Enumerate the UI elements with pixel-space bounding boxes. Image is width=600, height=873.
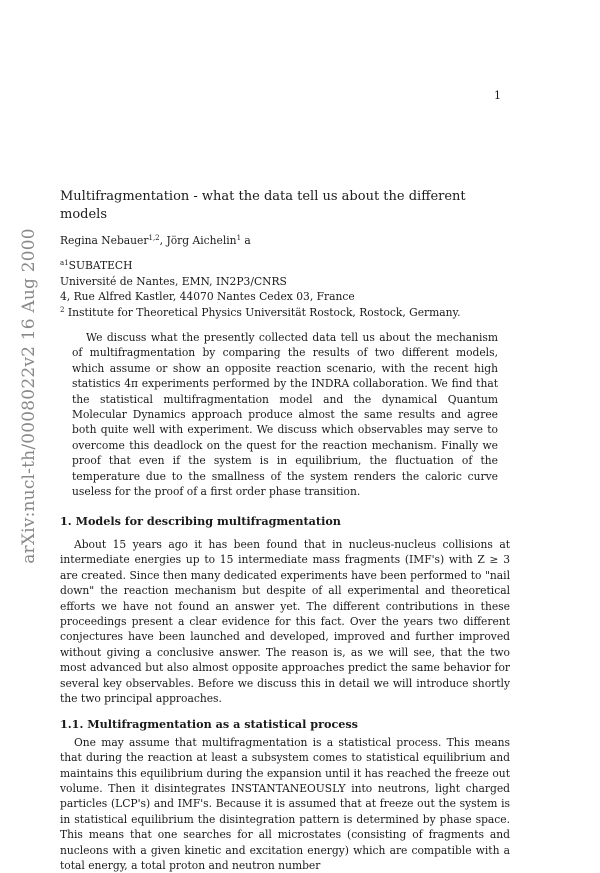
affiliations <box>60 258 510 320</box>
affiliation-line: 4, Rue Alfred Kastler, 44070 Nantes Cedex 03, France <box>60 290 355 304</box>
affiliation-marker: 1 <box>236 234 242 242</box>
section-heading: 1. Models for describing multifragmentation <box>60 513 341 528</box>
affiliation-marker: 2 <box>60 305 65 314</box>
affiliation-line: $^2$ Institute for Theoretical Physics Universität Rostock, Rostock, Germany. <box>60 305 461 319</box>
author-name: Jörg Aichelin <box>166 234 237 247</box>
author-name: Regina Nebauer <box>60 234 149 247</box>
body-paragraph: One may assume that multifragmentation is a statistical process. This means that during the reaction at least a subsystem comes to statistical equilibrium and maintains this equilibrium during the expansion until it has reached the freeze out volume. Then it disintegrates INSTANTANEOUSLY into neutrons, light charged particles (LCP's) and IMF's. Because it is assumed that at freeze out the system is in statistical equilibrium the disintegration pattern is determined by phase space. This means that one searches for all microstates (consisting of fragments and nucleons with a given kinetic and excitation energy) which are compatible with a total energy, a total proton and neutron number <box>60 735 510 873</box>
subsection-heading: 1.1. Multifragmentation as a statistical process <box>60 717 358 732</box>
abstract: We discuss what the presently collected data tell us about the mechanism of multifragmentation by comparing the results of two different models, which assume or show an opposite reaction scenario, with the recent high statistics 4π experiments performed by the INDRA collaboration. We find that the statistical multifragmentation model and the dynamical Quantum Molecular Dynamics approach produce almost the same results and agree both quite well with experiment. We discuss which observables may serve to overcome this deadlock on the quest for the reaction mechanism. Finally we proof that even if the system is in equilibrium, the fluctuation of the temperature due to the smallness of the system renders the caloric curve useless for the proof of a first order phase transition. <box>72 331 498 499</box>
page-number: 1 <box>494 89 501 102</box>
author-footnote-mark: a <box>241 234 251 247</box>
arxiv-identifier: arXiv:nucl-th/0008022v2 16 Aug 2000 <box>19 228 39 564</box>
author-list <box>60 233 510 248</box>
affiliation-line: $^{a1}$SUBATECH <box>60 259 133 273</box>
arxiv-sidebar-stamp <box>15 206 43 586</box>
affiliation-line: Université de Nantes, EMN, IN2P3/CNRS <box>60 274 287 288</box>
paper-title: Multifragmentation - what the data tell us about the different models <box>60 189 466 222</box>
body-paragraph: About 15 years ago it has been found that in nucleus-nucleus collisions at intermediate energies up to 15 intermediate mass fragments (IMF's) with Z ≥ 3 are created. Since then many dedicated experiments have been performed to "nail down" the reaction mechanism but despite of all experimental and theoretical efforts we have not found an answer yet. The different contributions in these proceedings present a clear evidence for this fact. Over the years two different conjectures have been launched and developed, improved and further improved without giving a conclusive answer. The reason is, as we will see, that the two most advanced but also almost opposite approaches predict the same behavior for several key observables. Before we discuss this in detail we will introduce shortly the two principal approaches. <box>60 537 510 705</box>
author-separator: , <box>159 234 167 247</box>
paper-content <box>60 188 510 873</box>
affiliation-marker: 1,2 <box>148 234 160 242</box>
affiliation-marker: a1 <box>60 259 69 268</box>
